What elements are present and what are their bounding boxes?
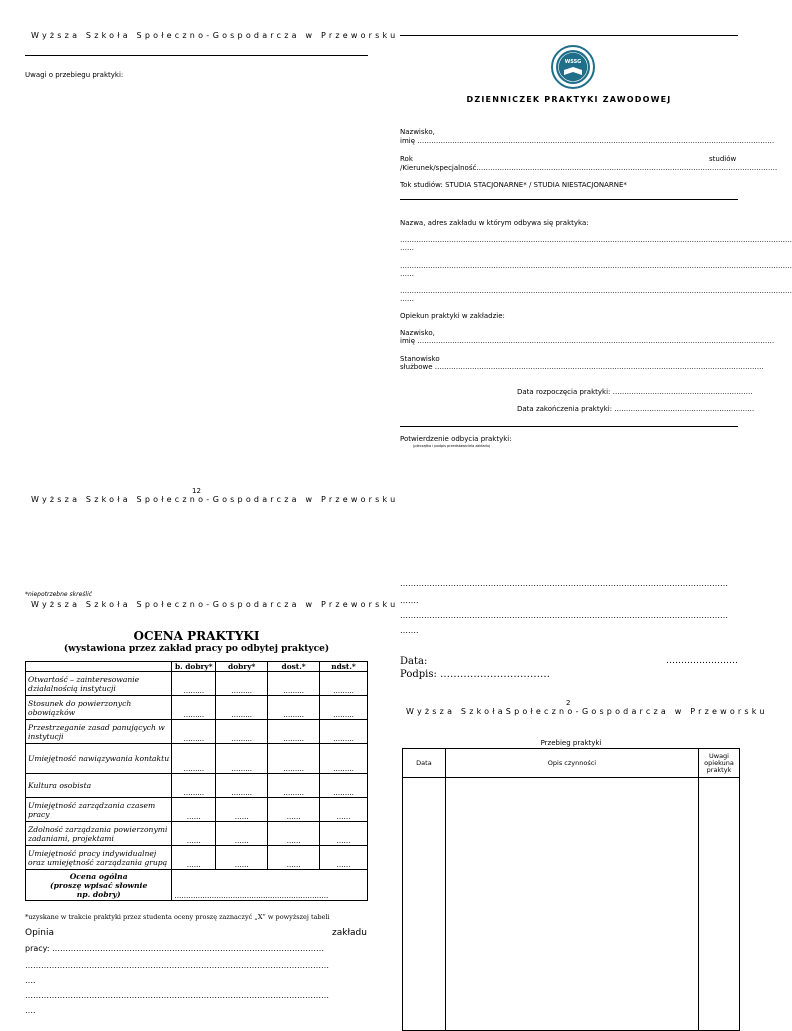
stanowisko-field[interactable]: służbowe ……………………………………………………………………………………………………………………………: [400, 363, 764, 371]
grade-cell[interactable]: ……...: [268, 696, 320, 720]
podpis-field[interactable]: Podpis: ……………………………: [400, 669, 551, 680]
opiekun-label: Opiekun praktyki w zakładzie:: [400, 312, 505, 320]
grade-cell[interactable]: ……: [320, 846, 368, 870]
grade-cell[interactable]: ……...: [320, 744, 368, 774]
grade-cell[interactable]: ……: [172, 822, 216, 846]
zaklad-line-cont: ……: [400, 244, 414, 252]
grade-cell[interactable]: ……...: [320, 696, 368, 720]
zaklad-line[interactable]: ……………………………………………………………………………………………………………………………………………………: [400, 262, 792, 270]
criterion-label: Stosunek do powierzonych obowiązków: [26, 696, 172, 720]
criterion-label: Zdolność zarządzania powierzonymi zadaniami, projektami: [26, 822, 172, 846]
page-number: 12: [192, 487, 201, 495]
data-cell[interactable]: [403, 778, 446, 1031]
table-row: [26, 696, 368, 720]
uwagi-cell[interactable]: [699, 778, 740, 1031]
col-header: ndst.*: [320, 662, 368, 672]
table-row: [26, 720, 368, 744]
grade-cell[interactable]: ……...: [320, 774, 368, 798]
ocena-title: OCENA PRAKTYKI: [133, 629, 260, 643]
data-zakonczenia-field[interactable]: Data zakończenia praktyki: ……………………………………………………: [517, 405, 755, 413]
criterion-label: Przestrzeganie zasad panujących w instytucji: [26, 720, 172, 744]
school-header: Wyższa Szkoła Społeczno-Gospodarcza w Przeworsku: [31, 31, 399, 40]
opinia-line[interactable]: ……………………………………………………………………………………………………: [25, 991, 329, 1000]
table-row: [26, 822, 368, 846]
footnote: *niepotrzebne skreślić: [25, 591, 93, 598]
table-row: [26, 744, 368, 774]
criterion-label: Kultura osobista: [26, 774, 172, 798]
opinia-line-cont: ….: [25, 1006, 36, 1015]
stanowisko-label: Stanowisko: [400, 355, 440, 363]
table-row: [26, 846, 368, 870]
grade-cell[interactable]: ……: [216, 846, 268, 870]
grade-cell[interactable]: ……: [268, 798, 320, 822]
logo-text: WSSG: [564, 59, 582, 65]
grade-cell[interactable]: ……...: [216, 744, 268, 774]
grade-cell[interactable]: ……: [268, 822, 320, 846]
grade-cell[interactable]: ……...: [268, 774, 320, 798]
grade-cell[interactable]: ……: [268, 846, 320, 870]
grade-cell[interactable]: ……...: [216, 720, 268, 744]
ocena-subtitle: (wystawiona przez zakład pracy po odbytej praktyce): [63, 644, 330, 654]
opinia-cont-line[interactable]: ……………………………………………………………………………………………………………: [400, 579, 728, 588]
nazwisko-label: Nazwisko,: [400, 128, 435, 136]
imie-field[interactable]: imię ………………………………………………………………………………………………………………………………………: [400, 137, 775, 145]
studiow-label: studiów: [709, 155, 737, 163]
kierunek-field[interactable]: /Kierunek/specjalność…………………………………………………………………………………………………………………: [400, 164, 778, 172]
opiekun-imie-field[interactable]: imię ………………………………………………………………………………………………………………………………………: [400, 337, 775, 345]
grade-cell[interactable]: ……...: [268, 720, 320, 744]
table-row: [26, 870, 368, 901]
grade-cell[interactable]: ……...: [172, 672, 216, 696]
divider: [400, 35, 738, 36]
criterion-label: Umiejętność nawiązywania kontaktu: [26, 744, 172, 774]
zakladu-label: zakładu: [332, 928, 367, 938]
grade-cell[interactable]: ……...: [320, 720, 368, 744]
uwagi-label: Uwagi o przebiegu praktyki:: [25, 71, 124, 79]
page-number: 2: [566, 699, 571, 707]
rok-label: Rok: [400, 155, 413, 163]
ocena-table: [25, 661, 368, 901]
opinia-label: Opinia: [25, 928, 55, 938]
criterion-label: Umiejętność pracy indywidualnej oraz umiejętność zarządzania grupą: [26, 846, 172, 870]
tok-studiow: Tok studiów: STUDIA STACJONARNE* / STUDIA NIESTACJONARNE*: [400, 181, 627, 189]
grade-cell[interactable]: ……: [216, 798, 268, 822]
grade-cell[interactable]: ……: [320, 798, 368, 822]
potwierdzenie-label: Potwierdzenie odbycia praktyki:: [400, 435, 512, 443]
grade-cell[interactable]: ……: [172, 798, 216, 822]
grade-cell[interactable]: ……: [216, 822, 268, 846]
grade-cell[interactable]: ……...: [216, 774, 268, 798]
grade-cell[interactable]: ……: [172, 846, 216, 870]
divider: [25, 55, 368, 56]
wssg-seal-icon: [551, 45, 595, 89]
grade-cell[interactable]: ……...: [216, 672, 268, 696]
grade-cell[interactable]: ……...: [268, 744, 320, 774]
grade-cell[interactable]: ……...: [216, 696, 268, 720]
data-rozpoczecia-field[interactable]: Data rozpoczęcia praktyki: ……………………………………………………: [517, 388, 753, 396]
grade-cell[interactable]: ……...: [268, 672, 320, 696]
table-row: [26, 798, 368, 822]
zaklad-line-cont: ……: [400, 295, 414, 303]
divider: [400, 199, 738, 200]
opiekun-nazwisko-label: Nazwisko,: [400, 329, 435, 337]
opinia-cont-short: …….: [400, 596, 419, 605]
grade-cell[interactable]: ……...: [172, 720, 216, 744]
przebieg-title: Przebieg praktyki: [540, 739, 602, 747]
col-header-uwagi: Uwagi opiekuna praktyk: [699, 749, 740, 778]
zaklad-line[interactable]: ……………………………………………………………………………………………………………………………………………………: [400, 287, 792, 295]
opinia-cont-line[interactable]: ……………………………………………………………………………………………………………: [400, 611, 728, 620]
ocena-ogolna-label: Ocena ogólna (proszę wpisać słownie np. dobry): [26, 870, 172, 901]
ocena-note: *uzyskane w trakcie praktyki przez studenta oceny proszę zaznaczyć „X” w powyższej tabeli: [25, 913, 330, 921]
grade-cell[interactable]: ……...: [172, 696, 216, 720]
school-header: Wyższa Szkoła Społeczno-Gospodarcza w Przeworsku: [31, 600, 399, 609]
grade-cell[interactable]: ……...: [172, 744, 216, 774]
przebieg-table: [402, 748, 740, 1031]
grade-cell[interactable]: ……...: [320, 672, 368, 696]
divider: [400, 426, 738, 427]
col-header-opis: Opis czynności: [445, 749, 698, 778]
opinia-field[interactable]: pracy: …………………………………………………………………………………………: [25, 944, 325, 953]
col-header-data: Data: [403, 749, 446, 778]
table-row: [26, 672, 368, 696]
opinia-line-cont: ….: [25, 976, 36, 985]
table-row: [26, 774, 368, 798]
opis-cell[interactable]: [445, 778, 698, 1031]
col-header: dost.*: [268, 662, 320, 672]
school-header: Wyższa SzkołaSpołeczno-Gospodarcza w Przeworsku: [406, 707, 768, 716]
data-label: Data:: [400, 656, 428, 667]
col-header: b. dobry*: [172, 662, 216, 672]
school-header: Wyższa Szkoła Społeczno-Gospodarcza w Przeworsku: [31, 495, 399, 504]
opinia-line[interactable]: ……………………………………………………………………………………………………: [25, 961, 329, 970]
col-header: dobry*: [216, 662, 268, 672]
data-field[interactable]: ……………………: [666, 656, 738, 666]
ocena-ogolna-field[interactable]: …………………………………………………………: [172, 870, 368, 901]
grade-cell[interactable]: ……...: [172, 774, 216, 798]
grade-cell[interactable]: ……: [320, 822, 368, 846]
pieczatka-note: (pieczątka i podpis przedstawiciela zakładu): [413, 444, 491, 448]
diary-title: DZIENNICZEK PRAKTYKI ZAWODOWEJ: [466, 95, 672, 104]
zaklad-label: Nazwa, adres zakładu w którym odbywa się praktyka:: [400, 219, 589, 227]
opinia-cont-short: …….: [400, 626, 419, 635]
criterion-label: Otwartość – zainteresowanie działalnością instytucji: [26, 672, 172, 696]
criterion-label: Umiejętność zarządzania czasem pracy: [26, 798, 172, 822]
zaklad-line[interactable]: ……………………………………………………………………………………………………………………………………………………: [400, 236, 792, 244]
zaklad-line-cont: ……: [400, 270, 414, 278]
